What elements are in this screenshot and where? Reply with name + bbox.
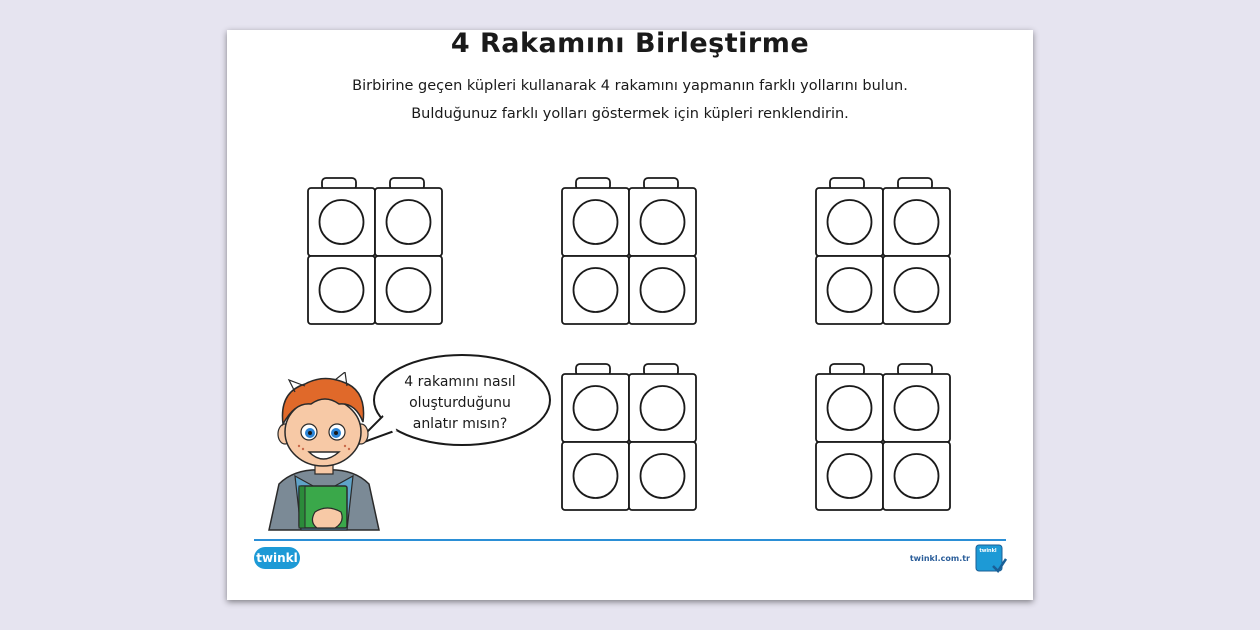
- cube-circle: [574, 200, 618, 244]
- twinkl-logo[interactable]: twinkl: [254, 547, 300, 569]
- boy-character: [265, 372, 383, 532]
- page-title: 4 Rakamını Birleştirme: [450, 28, 810, 59]
- cube-circle: [320, 200, 364, 244]
- cube-circle: [387, 268, 431, 312]
- cube-group-drawing: [814, 362, 954, 514]
- cube-group-4[interactable]: [560, 362, 700, 514]
- cube-circle: [320, 268, 364, 312]
- cube-group-drawing: [306, 176, 446, 328]
- cube-circle: [574, 386, 618, 430]
- cube-circle: [641, 200, 685, 244]
- cube-circle: [895, 200, 939, 244]
- cube-group-drawing: [560, 176, 700, 328]
- cube-circle: [641, 454, 685, 498]
- footer-divider: [254, 539, 1006, 541]
- cube-circle: [828, 386, 872, 430]
- cube-circle: [895, 386, 939, 430]
- cube-circle: [895, 268, 939, 312]
- cube-circle: [828, 268, 872, 312]
- cube-circle: [828, 454, 872, 498]
- cube-circle: [574, 268, 618, 312]
- cube-group-1[interactable]: [306, 176, 446, 328]
- cube-group-drawing: [814, 176, 954, 328]
- cube-circle: [828, 200, 872, 244]
- speech-bubble-text: [390, 372, 530, 435]
- website-link[interactable]: twinkl.com.tr: [909, 554, 970, 563]
- speech-line-3: anlatır mısın?: [412, 416, 508, 432]
- cube-circle: [387, 200, 431, 244]
- speech-line-1: 4 rakamını nasıl: [404, 374, 516, 390]
- speech-line-2: oluşturduğunu: [409, 395, 511, 411]
- cube-group-drawing: [560, 362, 700, 514]
- cube-circle: [641, 268, 685, 312]
- cube-group-5[interactable]: [814, 362, 954, 514]
- cube-circle: [574, 454, 618, 498]
- cube-group-3[interactable]: [814, 176, 954, 328]
- cube-group-2[interactable]: [560, 176, 700, 328]
- cube-circle: [641, 386, 685, 430]
- badge-label: twinkl: [979, 548, 997, 554]
- instruction-line-2: Bulduğunuz farklı yolları göstermek için küpleri renklendirin.: [411, 106, 849, 122]
- instruction-line-1: Birbirine geçen küpleri kullanarak 4 rakamını yapmanın farklı yollarını bulun.: [352, 78, 908, 94]
- cube-circle: [895, 454, 939, 498]
